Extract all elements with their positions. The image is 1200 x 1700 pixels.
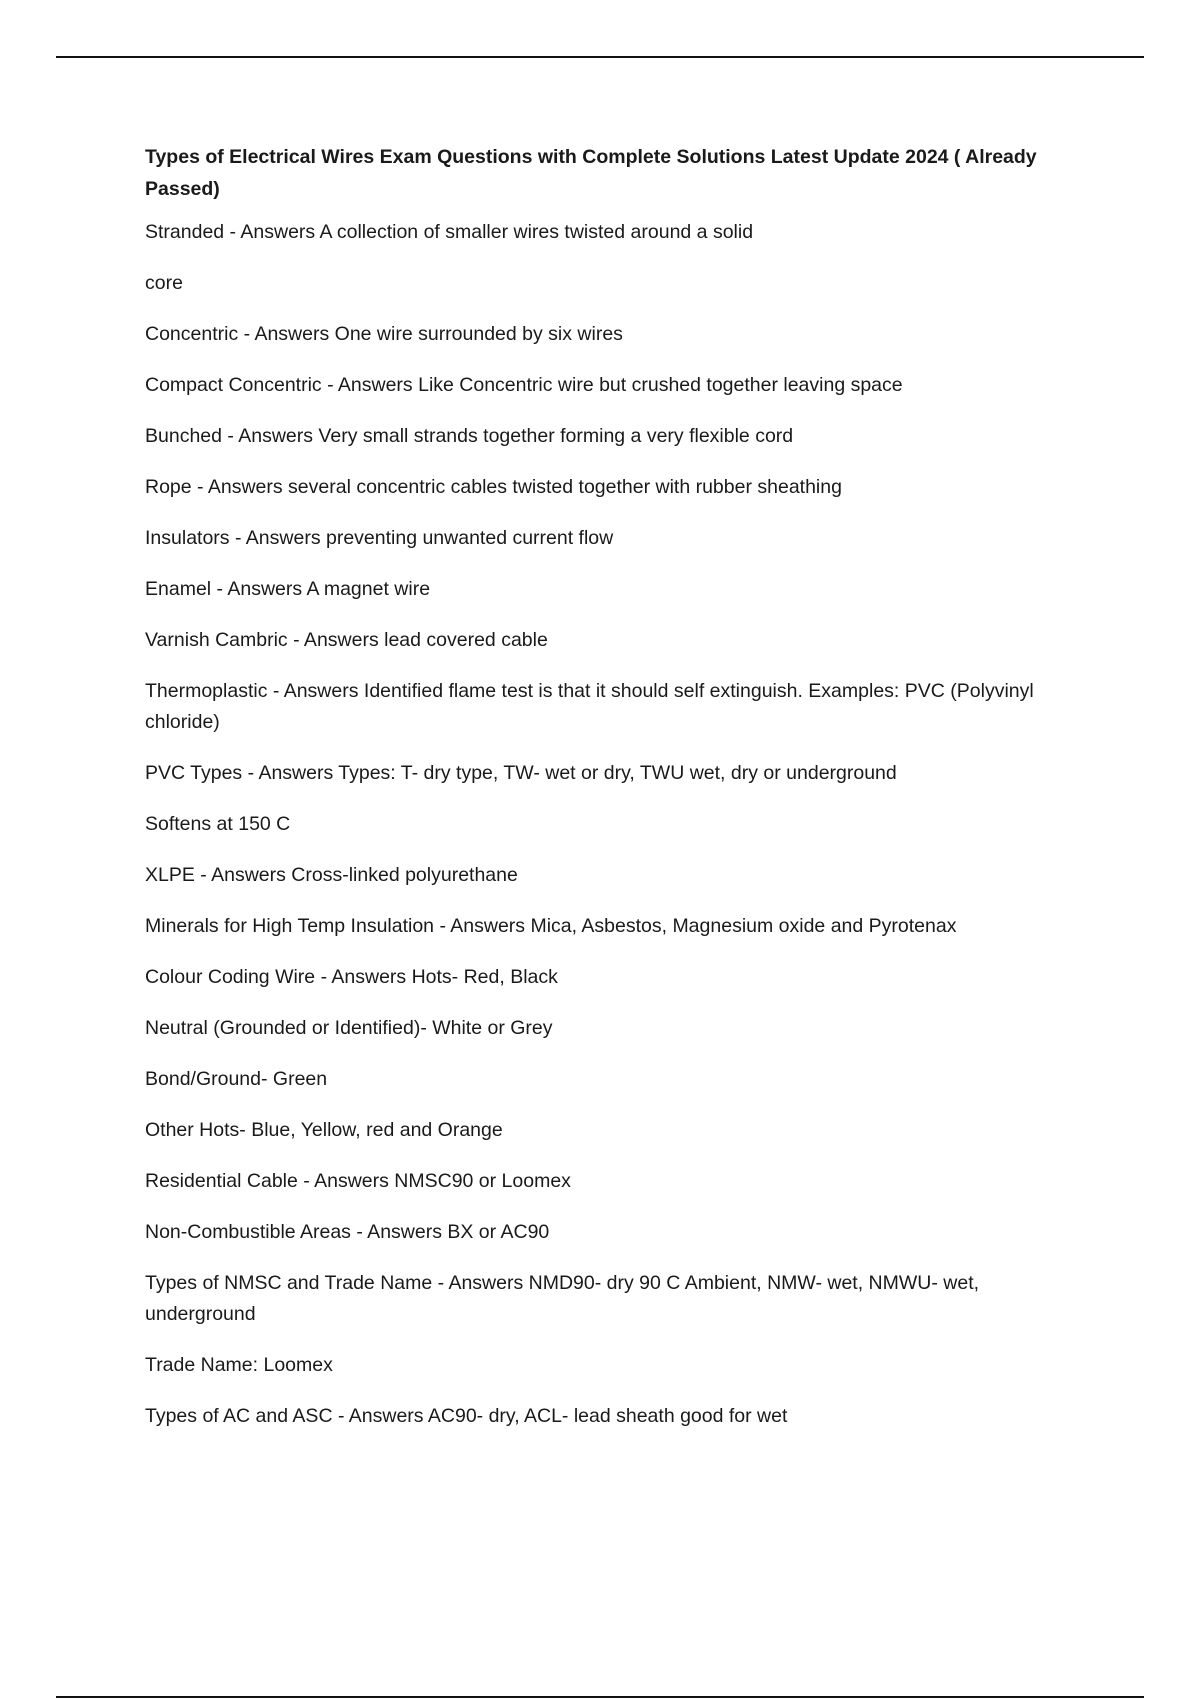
paragraph-concentric: Concentric - Answers One wire surrounded by six wires xyxy=(145,323,623,345)
footer-rule xyxy=(56,1696,1144,1698)
document-body xyxy=(145,141,1075,1452)
paragraph-rope: Rope - Answers several concentric cables twisted together with rubber sheathing xyxy=(145,476,842,498)
document-title: Types of Electrical Wires Exam Questions with Complete Solutions Latest Update 2024 ( Already Passed) xyxy=(145,146,1037,200)
paragraph-softens: Softens at 150 C xyxy=(145,813,291,835)
paragraph-compact-concentric: Compact Concentric - Answers Like Concentric wire but crushed together leaving space xyxy=(145,374,903,396)
paragraph-bond-ground: Bond/Ground- Green xyxy=(145,1068,328,1090)
paragraph-insulators: Insulators - Answers preventing unwanted current flow xyxy=(145,527,614,549)
paragraph-ac-asc-types: Types of AC and ASC - Answers AC90- dry, ACL- lead sheath good for wet xyxy=(145,1405,788,1427)
paragraph-core: core xyxy=(145,272,183,294)
paragraph-xlpe: XLPE - Answers Cross-linked polyurethane xyxy=(145,864,518,886)
paragraph-minerals: Minerals for High Temp Insulation - Answers Mica, Asbestos, Magnesium oxide and Pyrotenax xyxy=(145,915,957,937)
paragraph-colour-coding: Colour Coding Wire - Answers Hots- Red, Black xyxy=(145,966,558,988)
paragraph-stranded: Stranded - Answers A collection of smaller wires twisted around a solid xyxy=(145,221,754,243)
paragraph-nmsc-types: Types of NMSC and Trade Name - Answers NMD90- dry 90 C Ambient, NMW- wet, NMWU- wet, underground xyxy=(145,1272,980,1325)
paragraph-residential-cable: Residential Cable - Answers NMSC90 or Loomex xyxy=(145,1170,571,1192)
paragraph-trade-name: Trade Name: Loomex xyxy=(145,1354,333,1376)
paragraph-non-combustible: Non-Combustible Areas - Answers BX or AC90 xyxy=(145,1221,550,1243)
paragraph-bunched: Bunched - Answers Very small strands together forming a very flexible cord xyxy=(145,425,794,447)
paragraph-pvc-types: PVC Types - Answers Types: T- dry type, TW- wet or dry, TWU wet, dry or underground xyxy=(145,762,897,784)
header-rule xyxy=(56,56,1144,58)
paragraph-enamel: Enamel - Answers A magnet wire xyxy=(145,578,431,600)
paragraph-neutral: Neutral (Grounded or Identified)- White or Grey xyxy=(145,1017,553,1039)
paragraph-thermoplastic: Thermoplastic - Answers Identified flame test is that it should self extinguish. Examples: PVC (Polyvinyl chloride) xyxy=(145,680,1034,733)
paragraph-varnish-cambric: Varnish Cambric - Answers lead covered cable xyxy=(145,629,548,651)
paragraph-other-hots: Other Hots- Blue, Yellow, red and Orange xyxy=(145,1119,503,1141)
